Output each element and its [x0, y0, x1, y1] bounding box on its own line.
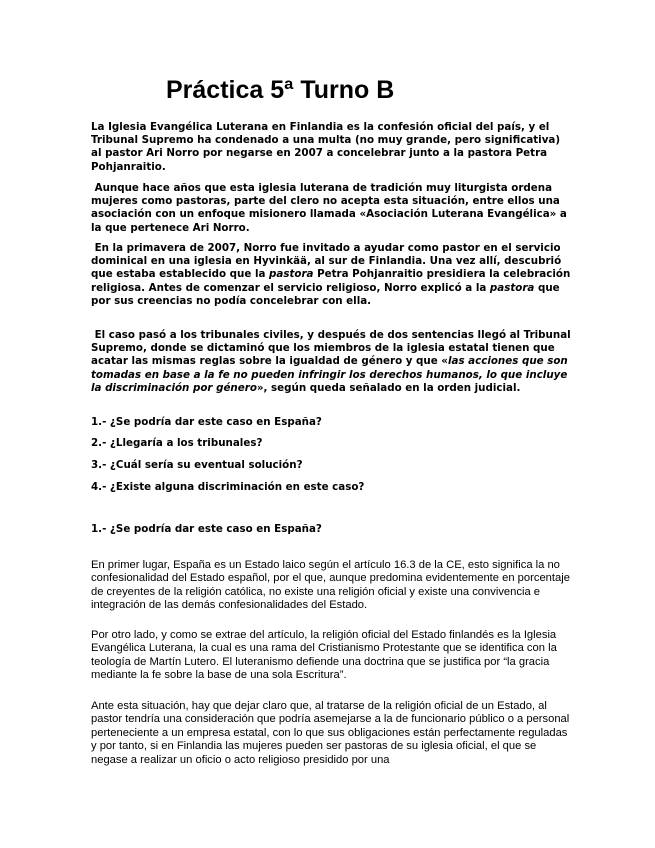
intro-paragraph-4-text-a: El caso pasó a los tribunales civiles, y después de dos sentencias llegó al Tribunal Supremo, donde se dictaminó que los miembros de la iglesia estatal tienen que acatar las mismas reglas sobre la igualdad de género y que « — [91, 329, 571, 368]
intro-paragraph-3-text-c: que por sus creencias no podía concelebrar con ella. — [91, 281, 560, 307]
intro-paragraph-3-emphasis-1: pastora — [269, 268, 314, 281]
intro-paragraph-3-text-a: En la primavera de 2007, Norro fue invitado a ayudar como pastor en el servicio dominical en una iglesia en Hyvinkää, al sur de Finlandia. Una vez allí, descubrió que estaba establecido que la — [91, 242, 562, 281]
question-1: 1.- ¿Se podría dar este caso en España? — [91, 416, 322, 428]
answer-paragraph-1: En primer lugar, España es un Estado laico según el artículo 16.3 de la CE, esto significa la no confesionalidad del Estado español, por el que, aunque predomina evidentemente en porcentaje de creyentes de la religión católica, no existe una religión oficial y existe una convivencia e integración de las demás confesionalidades del Estado. — [91, 559, 570, 612]
question-3: 3.- ¿Cuál sería su eventual solución? — [91, 459, 303, 471]
intro-paragraph-2-text: Aunque hace años que esta iglesia luterana de tradición muy liturgista ordena mujeres como pastoras, parte del clero no acepta esta situación, entre ellos una asociación con un enfoque misionero llamada «Asociación Luterana Evangélica» a la que pertenece Ari Norro. — [91, 182, 567, 234]
intro-paragraph-2 — [91, 182, 571, 235]
intro-paragraph-1-text: La Iglesia Evangélica Luterana en Finlandia es la confesión oficial del país, y el Tribunal Supremo ha condenado a una multa (no muy grande, pero significativa) al pastor Ari Norro por negarse en 2007 a concelebrar junto a la pastora Petra Pohjanraitio. — [91, 121, 561, 173]
intro-paragraph-4 — [91, 329, 571, 395]
answer-paragraph-2: Por otro lado, y como se extrae del artículo, la religión oficial del Estado finlandés es la Iglesia Evangélica Luterana, la cual es una rama del Cristianismo Protestante que se identifica con la teología de Martín Lutero. El luteranismo defiende una doctrina que se justifica por “la gracia mediante la fe sobre la base de una sola Escritura”. — [91, 629, 557, 682]
intro-paragraph-4-text-b: », según queda señalado en la orden judicial. — [256, 381, 521, 394]
intro-paragraph-3-emphasis-2: pastora — [489, 281, 535, 294]
answer-heading: 1.- ¿Se podría dar este caso en España? — [91, 523, 322, 535]
question-2: 2.- ¿Llegaría a los tribunales? — [91, 437, 263, 449]
intro-paragraph-3-text-b: Petra Pohjanraitio presidiera la celebración religiosa. Antes de comenzar el servicio religioso, Norro explicó a la — [91, 268, 571, 294]
answer-paragraph-3: Ante esta situación, hay que dejar claro que, al tratarse de la religión oficial de un Estado, al pastor tendría una consideración que podría asemejarse a la de funcionario público o a personal perteneciente a un empresa estatal, con lo que sus obligaciones están perfectamente reguladas y por tanto, si en Finlandia las mujeres pueden ser pastoras de su iglesia oficial, el que se negase a realizar un oficio o acto religioso presidido por una — [91, 700, 570, 766]
intro-paragraph-4-quote: las acciones que son tomadas en base a la fe no pueden infringir los derechos humanos, lo que incluye la discriminación por género — [91, 355, 568, 394]
intro-paragraph-3 — [91, 242, 571, 308]
page-title: Práctica 5ª Turno B — [166, 76, 395, 104]
question-4: 4.- ¿Existe alguna discriminación en este caso? — [91, 481, 365, 493]
intro-paragraph-1 — [91, 121, 571, 174]
